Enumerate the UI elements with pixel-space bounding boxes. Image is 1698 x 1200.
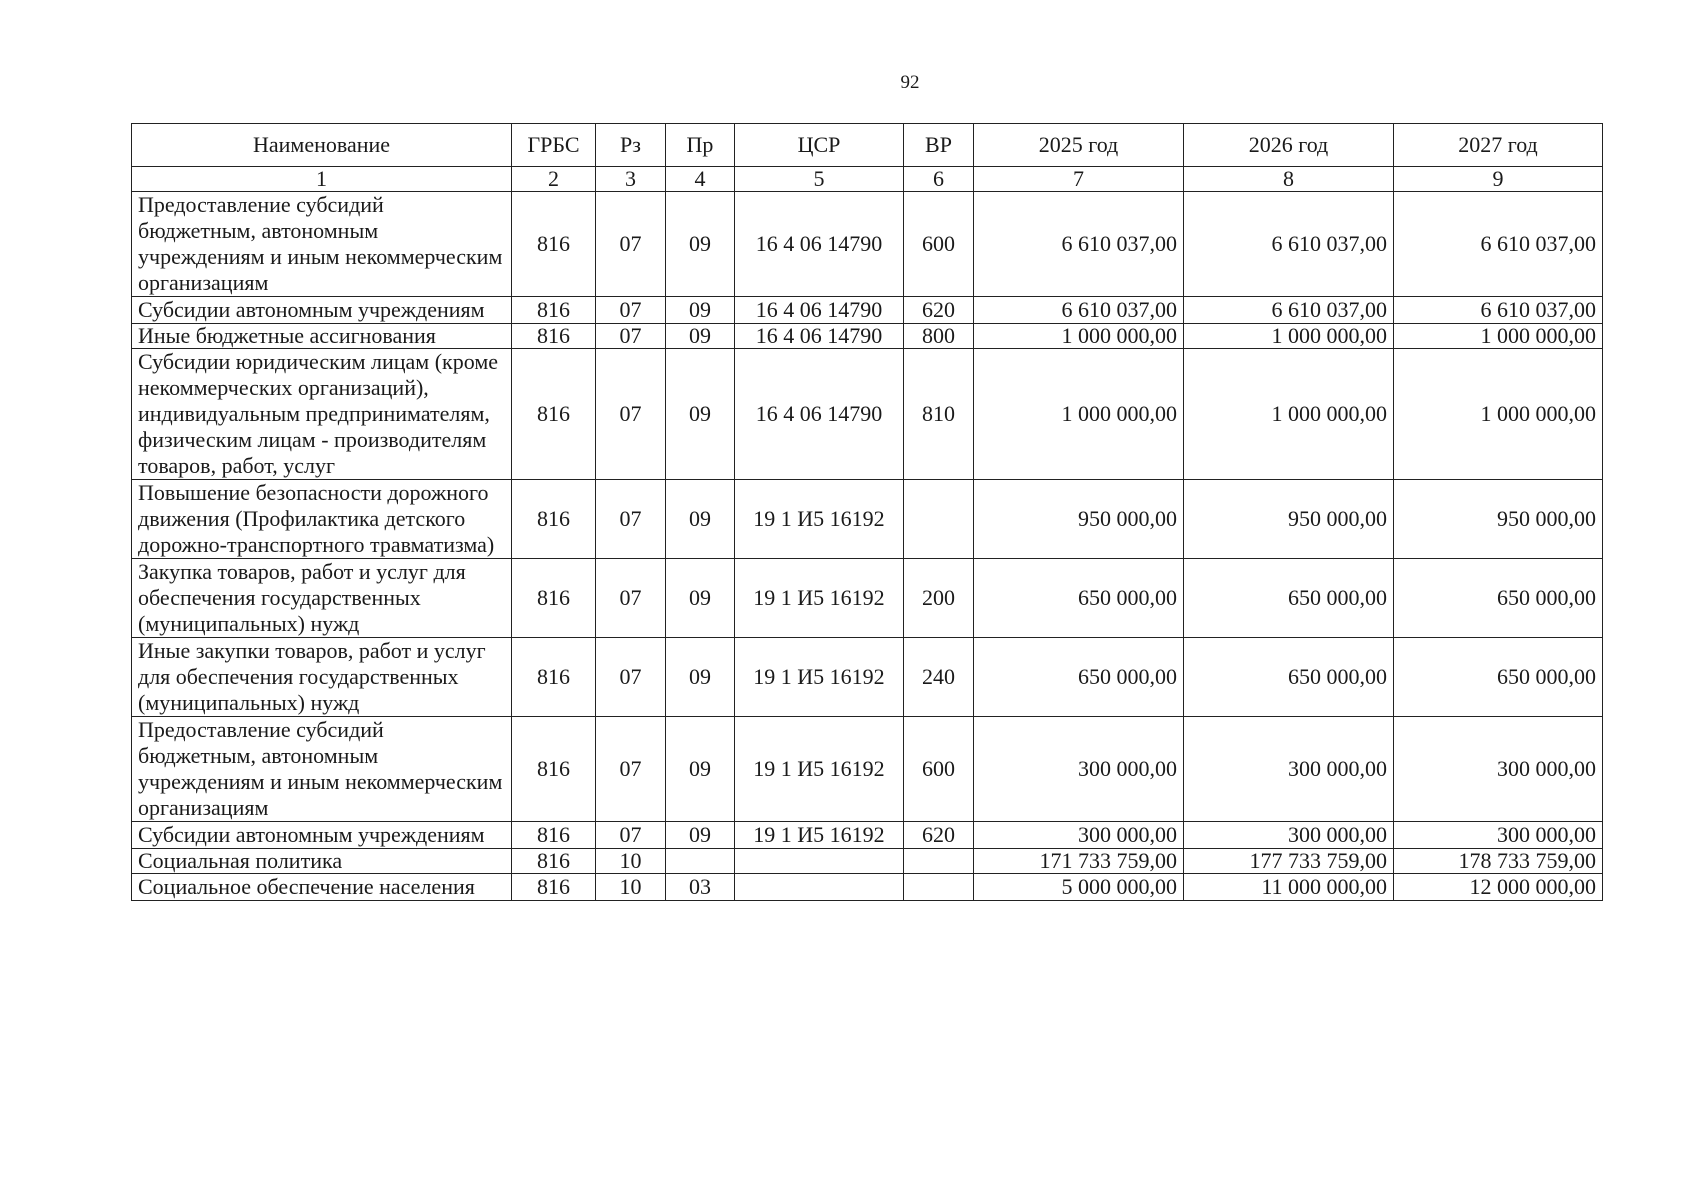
row-amount-2025: 300 000,00 <box>974 717 1184 822</box>
page-number: 92 <box>900 72 920 93</box>
row-grbs: 816 <box>512 559 596 638</box>
row-csr: 16 4 06 14790 <box>735 324 904 349</box>
row-name: Иные закупки товаров, работ и услуг для обеспечения государственных (муниципальных) нужд <box>132 638 512 717</box>
column-number: 4 <box>666 167 735 192</box>
table-row <box>132 349 1603 480</box>
row-amount-2025: 950 000,00 <box>974 480 1184 559</box>
row-name: Субсидии автономным учреждениям <box>132 297 512 324</box>
table-row <box>132 822 1603 849</box>
row-amount-2025: 650 000,00 <box>974 559 1184 638</box>
row-amount-2025: 5 000 000,00 <box>974 874 1184 901</box>
column-number: 9 <box>1394 167 1603 192</box>
table-row <box>132 638 1603 717</box>
row-grbs: 816 <box>512 822 596 849</box>
row-amount-2026: 300 000,00 <box>1184 822 1394 849</box>
row-csr <box>735 849 904 874</box>
header-2026: 2026 год <box>1184 124 1394 167</box>
row-amount-2025: 6 610 037,00 <box>974 297 1184 324</box>
row-vr: 800 <box>904 324 974 349</box>
row-amount-2025: 300 000,00 <box>974 822 1184 849</box>
row-rz: 10 <box>596 849 666 874</box>
row-grbs: 816 <box>512 638 596 717</box>
column-number: 2 <box>512 167 596 192</box>
column-number: 3 <box>596 167 666 192</box>
row-name: Социальная политика <box>132 849 512 874</box>
row-grbs: 816 <box>512 849 596 874</box>
row-name: Предоставление субсидий бюджетным, автономным учреждениям и иным некоммерческим организациям <box>132 192 512 297</box>
header-grbs: ГРБС <box>512 124 596 167</box>
row-rz: 07 <box>596 822 666 849</box>
budget-table <box>131 123 1603 901</box>
row-csr <box>735 874 904 901</box>
row-rz: 07 <box>596 480 666 559</box>
row-grbs: 816 <box>512 717 596 822</box>
table-row <box>132 717 1603 822</box>
table-row <box>132 480 1603 559</box>
row-amount-2027: 650 000,00 <box>1394 638 1603 717</box>
row-vr: 620 <box>904 297 974 324</box>
row-pr: 09 <box>666 822 735 849</box>
column-number: 8 <box>1184 167 1394 192</box>
row-vr: 620 <box>904 822 974 849</box>
row-vr <box>904 480 974 559</box>
row-name: Повышение безопасности дорожного движения (Профилактика детского дорожно-транспортного травматизма) <box>132 480 512 559</box>
row-amount-2027: 178 733 759,00 <box>1394 849 1603 874</box>
header-2027: 2027 год <box>1394 124 1603 167</box>
table-row <box>132 874 1603 901</box>
table-row <box>132 849 1603 874</box>
row-vr: 810 <box>904 349 974 480</box>
row-vr: 600 <box>904 717 974 822</box>
column-number: 5 <box>735 167 904 192</box>
row-grbs: 816 <box>512 480 596 559</box>
row-pr: 09 <box>666 349 735 480</box>
table-row <box>132 559 1603 638</box>
row-amount-2027: 12 000 000,00 <box>1394 874 1603 901</box>
row-csr: 16 4 06 14790 <box>735 297 904 324</box>
row-name: Предоставление субсидий бюджетным, автономным учреждениям и иным некоммерческим организациям <box>132 717 512 822</box>
row-grbs: 816 <box>512 349 596 480</box>
row-pr: 09 <box>666 324 735 349</box>
row-amount-2026: 11 000 000,00 <box>1184 874 1394 901</box>
row-rz: 07 <box>596 717 666 822</box>
table-row <box>132 297 1603 324</box>
row-amount-2026: 177 733 759,00 <box>1184 849 1394 874</box>
table-row <box>132 324 1603 349</box>
row-pr: 03 <box>666 874 735 901</box>
row-amount-2027: 300 000,00 <box>1394 822 1603 849</box>
header-rz: Рз <box>596 124 666 167</box>
row-csr: 19 1 И5 16192 <box>735 559 904 638</box>
row-vr: 240 <box>904 638 974 717</box>
row-csr: 19 1 И5 16192 <box>735 480 904 559</box>
row-amount-2026: 1 000 000,00 <box>1184 349 1394 480</box>
row-rz: 07 <box>596 349 666 480</box>
row-rz: 07 <box>596 559 666 638</box>
row-amount-2025: 171 733 759,00 <box>974 849 1184 874</box>
row-pr: 09 <box>666 192 735 297</box>
header-name: Наименование <box>132 124 512 167</box>
row-grbs: 816 <box>512 874 596 901</box>
row-amount-2027: 950 000,00 <box>1394 480 1603 559</box>
row-vr: 600 <box>904 192 974 297</box>
row-pr: 09 <box>666 480 735 559</box>
row-csr: 16 4 06 14790 <box>735 192 904 297</box>
row-name: Субсидии юридическим лицам (кроме некоммерческих организаций), индивидуальным предпринимателям, физическим лицам - производителям товаров, работ, услуг <box>132 349 512 480</box>
column-number: 6 <box>904 167 974 192</box>
row-amount-2027: 1 000 000,00 <box>1394 349 1603 480</box>
column-number-row <box>132 167 1603 192</box>
row-amount-2026: 950 000,00 <box>1184 480 1394 559</box>
row-rz: 07 <box>596 192 666 297</box>
row-vr <box>904 849 974 874</box>
row-pr: 09 <box>666 297 735 324</box>
row-amount-2025: 1 000 000,00 <box>974 349 1184 480</box>
row-amount-2026: 650 000,00 <box>1184 559 1394 638</box>
header-row <box>132 124 1603 167</box>
row-name: Социальное обеспечение населения <box>132 874 512 901</box>
row-rz: 07 <box>596 297 666 324</box>
row-amount-2027: 650 000,00 <box>1394 559 1603 638</box>
row-grbs: 816 <box>512 324 596 349</box>
row-pr: 09 <box>666 638 735 717</box>
row-grbs: 816 <box>512 192 596 297</box>
row-rz: 10 <box>596 874 666 901</box>
column-number: 7 <box>974 167 1184 192</box>
row-amount-2025: 6 610 037,00 <box>974 192 1184 297</box>
row-csr: 19 1 И5 16192 <box>735 822 904 849</box>
row-grbs: 816 <box>512 297 596 324</box>
row-rz: 07 <box>596 638 666 717</box>
row-name: Закупка товаров, работ и услуг для обеспечения государственных (муниципальных) нужд <box>132 559 512 638</box>
row-amount-2026: 1 000 000,00 <box>1184 324 1394 349</box>
row-amount-2026: 650 000,00 <box>1184 638 1394 717</box>
row-vr: 200 <box>904 559 974 638</box>
column-number: 1 <box>132 167 512 192</box>
row-amount-2026: 300 000,00 <box>1184 717 1394 822</box>
row-amount-2026: 6 610 037,00 <box>1184 297 1394 324</box>
row-pr <box>666 849 735 874</box>
row-csr: 16 4 06 14790 <box>735 349 904 480</box>
row-amount-2027: 1 000 000,00 <box>1394 324 1603 349</box>
row-amount-2027: 6 610 037,00 <box>1394 297 1603 324</box>
row-vr <box>904 874 974 901</box>
header-pr: Пр <box>666 124 735 167</box>
row-name: Субсидии автономным учреждениям <box>132 822 512 849</box>
row-csr: 19 1 И5 16192 <box>735 717 904 822</box>
header-csr: ЦСР <box>735 124 904 167</box>
row-amount-2026: 6 610 037,00 <box>1184 192 1394 297</box>
header-vr: ВР <box>904 124 974 167</box>
row-pr: 09 <box>666 559 735 638</box>
header-2025: 2025 год <box>974 124 1184 167</box>
table-row <box>132 192 1603 297</box>
row-name: Иные бюджетные ассигнования <box>132 324 512 349</box>
row-amount-2027: 6 610 037,00 <box>1394 192 1603 297</box>
row-amount-2027: 300 000,00 <box>1394 717 1603 822</box>
row-csr: 19 1 И5 16192 <box>735 638 904 717</box>
row-rz: 07 <box>596 324 666 349</box>
row-amount-2025: 650 000,00 <box>974 638 1184 717</box>
row-amount-2025: 1 000 000,00 <box>974 324 1184 349</box>
row-pr: 09 <box>666 717 735 822</box>
